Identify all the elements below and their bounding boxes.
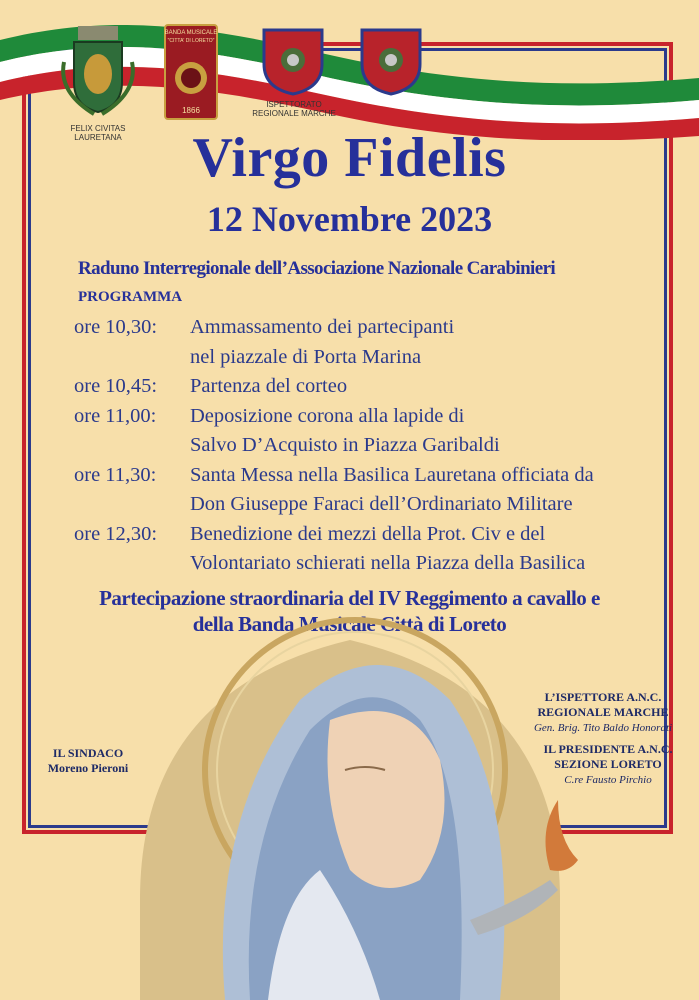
inspector-signature xyxy=(518,690,688,736)
program-time: ore 12,30: xyxy=(74,522,158,545)
inspector-name: Gen. Brig. Tito Baldo Honorati xyxy=(533,722,673,734)
special-participation-line1: Partecipazione straordinaria del IV Reggimento a cavallo e xyxy=(99,586,600,610)
madonna-illustration xyxy=(0,600,699,1000)
program-item xyxy=(74,313,674,343)
program-text: Ammassamento dei partecipanti xyxy=(190,316,455,338)
president-signature xyxy=(528,742,688,788)
carabinieri-shield-icon xyxy=(360,26,422,96)
program-item xyxy=(74,431,674,461)
band-badge-title: BANDA MUSICALE xyxy=(164,30,218,36)
band-badge-subtitle: "CITTA' DI LORETO" xyxy=(167,38,215,44)
president-title: IL PRESIDENTE A.N.C. xyxy=(543,742,673,756)
program-item xyxy=(74,372,674,402)
program-time: ore 10,30: xyxy=(74,316,158,338)
inspector-region: REGIONALE MARCHE xyxy=(537,705,669,719)
president-name: C.re Fausto Pirchio xyxy=(564,774,652,786)
event-subtitle: Raduno Interregionale dell’Associazione Nazionale Carabinieri xyxy=(78,258,556,279)
program-text: Partenza del corteo xyxy=(190,375,348,397)
inspector-title: L’ISPETTORE A.N.C. xyxy=(544,690,662,704)
poster-title: Virgo Fidelis xyxy=(192,127,507,189)
program-item xyxy=(74,461,674,491)
program-text: Benedizione dei mezzi della Prot. Civ e del xyxy=(190,522,546,545)
crest-caption: FELIX CIVITAS LAURETANA xyxy=(70,124,126,142)
program-time xyxy=(74,431,190,461)
program-list xyxy=(74,313,674,579)
carabinieri-shield-icon xyxy=(262,26,324,96)
loreto-crest-icon xyxy=(58,22,138,122)
program-item xyxy=(74,343,674,373)
inspectorate-caption: ISPETTORATO REGIONALE MARCHE xyxy=(252,100,336,118)
program-text: nel piazzale di Porta Marina xyxy=(190,345,422,368)
program-text: Santa Messa nella Basilica Lauretana officiata da xyxy=(190,463,594,486)
mayor-name: Moreno Pieroni xyxy=(47,761,129,775)
band-badge-year: 1866 xyxy=(182,106,200,115)
program-text: Salvo D’Acquisto in Piazza Garibaldi xyxy=(190,434,500,456)
program-time xyxy=(74,343,190,373)
program-text: Volontariato schierati nella Piazza della Basilica xyxy=(190,552,586,574)
program-time xyxy=(74,549,190,579)
program-item xyxy=(74,490,674,520)
program-item xyxy=(74,549,674,579)
mayor-title: IL SINDACO xyxy=(52,746,124,760)
president-section: SEZIONE LORETO xyxy=(554,757,662,771)
event-date: 12 Novembre 2023 xyxy=(206,199,493,239)
program-heading: PROGRAMMA xyxy=(78,289,183,305)
special-participation-line2: della Banda Musicale Città di Loreto xyxy=(192,612,507,636)
mayor-signature xyxy=(36,746,140,776)
program-text: Deposizione corona alla lapide di xyxy=(190,404,465,427)
program-text: Don Giuseppe Faraci dell’Ordinariato Militare xyxy=(190,493,573,515)
program-time xyxy=(74,490,190,520)
program-item xyxy=(74,520,674,550)
program-time: ore 11,00: xyxy=(74,404,157,427)
program-time: ore 11,30: xyxy=(74,463,157,486)
program-item xyxy=(74,402,674,432)
program-time: ore 10,45: xyxy=(74,375,158,397)
